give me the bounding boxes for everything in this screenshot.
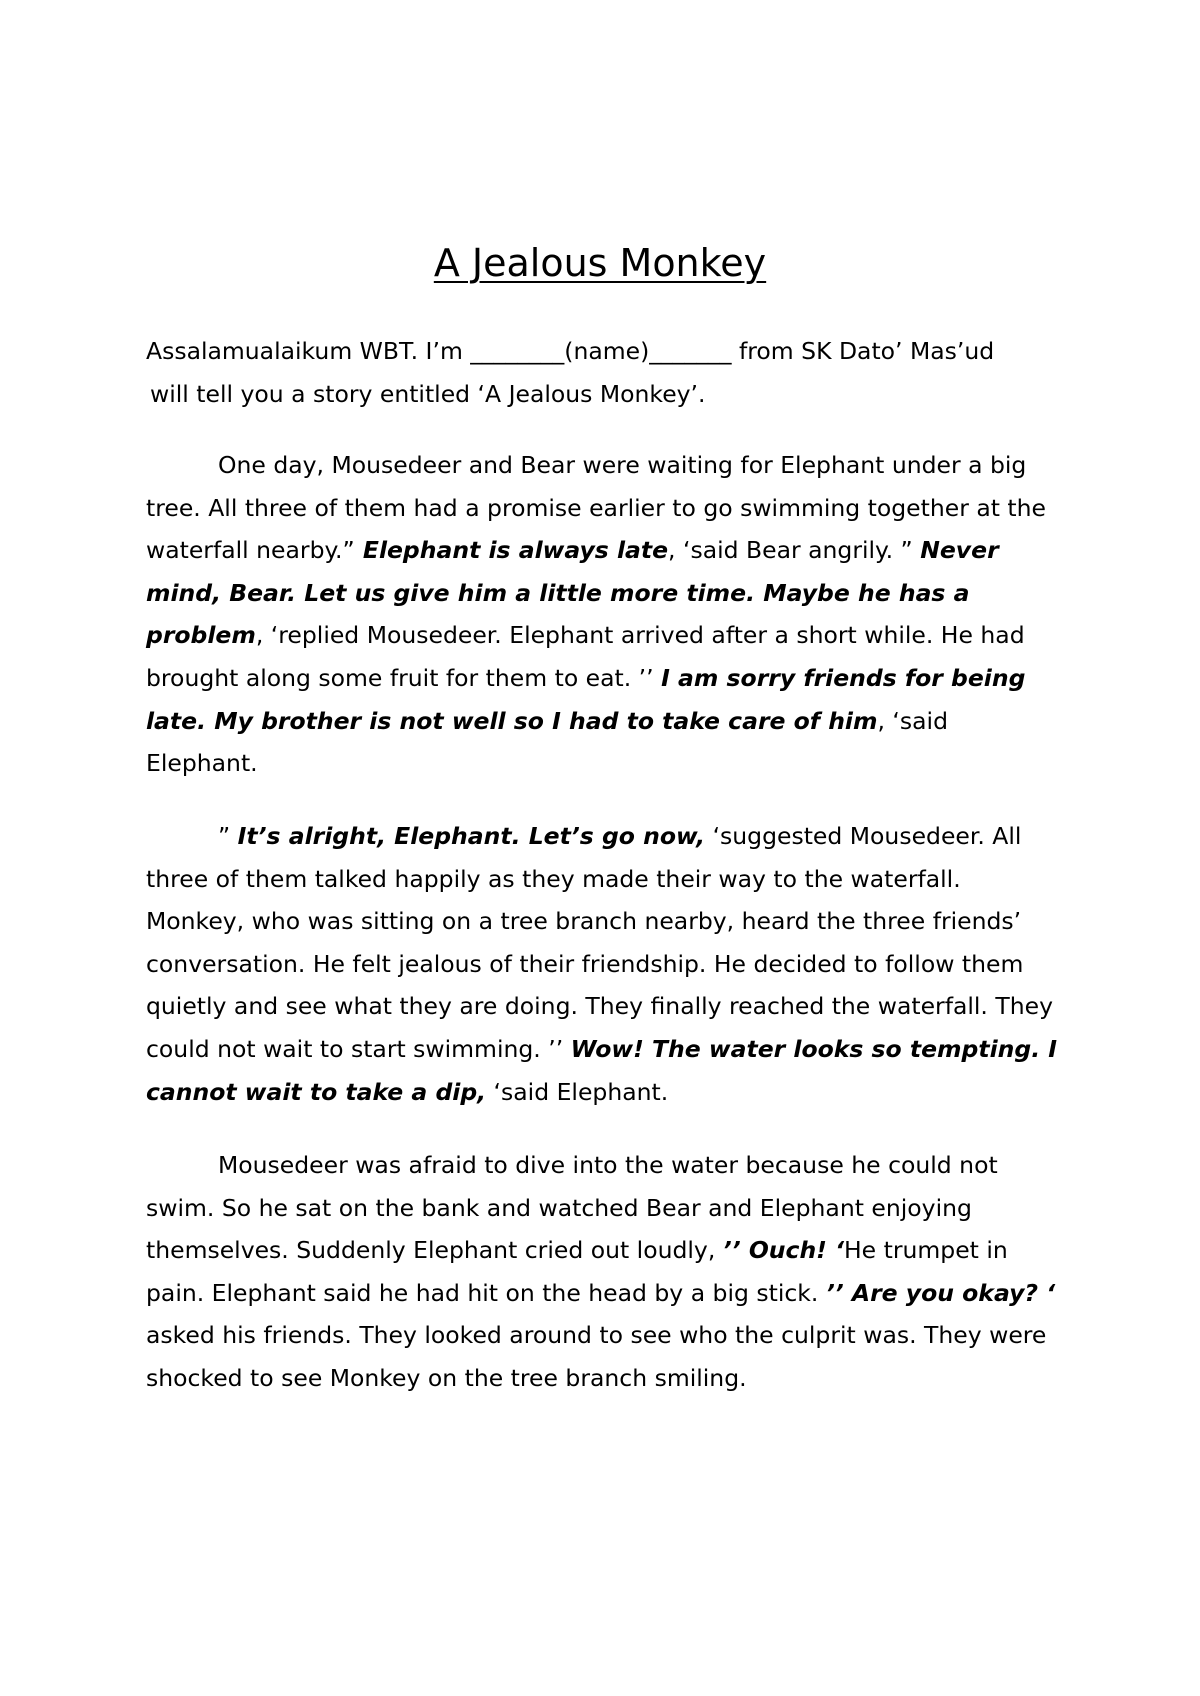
narration-text: He trumpet in pain. Elephant said he had hit on the head by a big stick. (146, 1236, 1008, 1307)
document-title: A Jealous Monkey (433, 241, 767, 285)
dialogue-text: I am sorry friends for being late. My brother is not well so I had to take care of him (146, 663, 1026, 735)
narration-text: ” (218, 822, 238, 850)
narration-text: , ‘said Elephant. (146, 706, 948, 778)
dialogue-text: ’’ Ouch! ‘ (722, 1236, 845, 1265)
story-paragraph-1 (146, 444, 1066, 785)
narration-text: asked his friends. They looked around to see who the culprit was. They were shocked to see Monkey on the tree branch smiling. (146, 1321, 1047, 1392)
narration-text: ‘said Elephant. (486, 1077, 669, 1106)
narration-text: , ‘said Bear angrily. ” (668, 536, 921, 565)
narration-text: Mousedeer was afraid to dive into the water because he could not swim. So he sat on the bank and watched Bear and Elephant enjoying themselves. Suddenly Elephant cried out loudly, (146, 1151, 998, 1265)
dialogue-text: It’s alright, Elephant. Let’s go now, (237, 822, 706, 850)
story-paragraph-2 (146, 815, 1066, 1113)
narration-text: ‘suggested Mousedeer. All three of them talked happily as they made their way to the waterfall. Monkey, who was sitting on a tree branch nearby, heard the three friends’ conversation. He felt jealous of their friendship. He decided to follow them quietly and see what they are doing. They finally reached the waterfall. They could not wait to start swimming. ’’ (146, 822, 1053, 1063)
intro-line-1: Assalamualaikum WBT. I’m ________(name)_______ from SK Dato’ Mas’ud (146, 337, 995, 365)
story-paragraph-3 (146, 1144, 1066, 1400)
dialogue-text: Wow! The water looks so tempting. I cannot wait to take a dip, (146, 1034, 1058, 1106)
dialogue-text: ’’ Are you okay? ‘ (825, 1278, 1056, 1307)
narration-text: , ‘replied Mousedeer. Elephant arrived after a short while. He had brought along some fruit for them to eat. ’’ (146, 621, 1025, 692)
narration-text: One day, Mousedeer and Bear were waiting for Elephant under a big tree. All three of them had a promise earlier to go swimming together at the waterfall nearby.” (146, 451, 1046, 565)
dialogue-text: Never mind, Bear. Let us give him a little more time. Maybe he has a problem (146, 536, 999, 650)
intro-line-2: will tell you a story entitled ‘A Jealous Monkey’. (150, 379, 706, 408)
intro-paragraph (146, 330, 1066, 415)
dialogue-text: Elephant is always late (354, 536, 669, 565)
